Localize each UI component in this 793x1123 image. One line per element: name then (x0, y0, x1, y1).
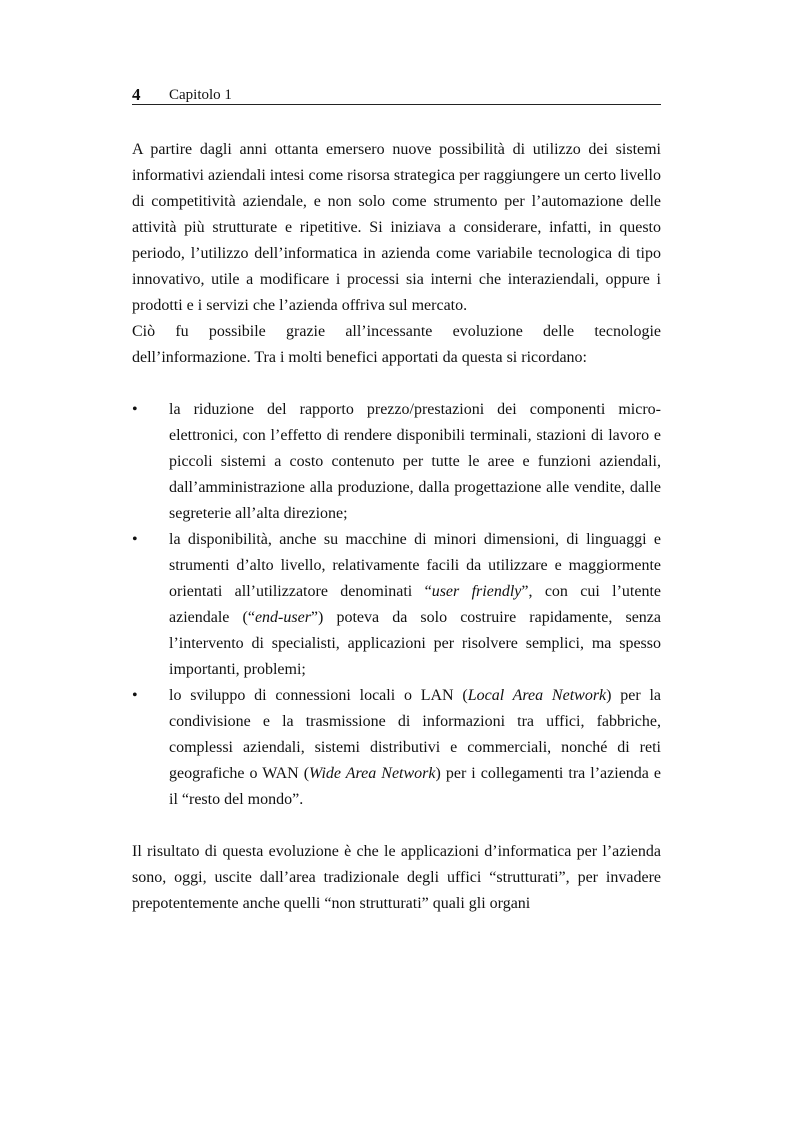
list-item (132, 397, 661, 527)
list-item-text: la disponibilità, anche su macchine di minori dimensioni, di linguaggi e strumenti d’alto livello, relativamente facili da utilizzare e maggiormente orientati all’utilizzatore denominati “user friendly”, con cui l’utente aziendale (“end-user”) poteva da solo costruire rapidamente, senza l’intervento di specialisti, applicazioni per risolvere semplici, ma spesso importanti, problemi; (169, 531, 662, 678)
paragraph-3: Il risultato di questa evoluzione è che le applicazioni d’informatica per l’azienda sono, oggi, uscite dall’area tradizionale degli uffici “strutturati”, per invadere prepotentemente anche quelli “non strutturati” quali gli organi (132, 843, 661, 912)
bullet-list (132, 397, 661, 813)
chapter-title: Capitolo 1 (169, 87, 232, 103)
running-header (132, 84, 661, 105)
body-text (132, 137, 661, 917)
list-item (132, 683, 661, 813)
list-item-text: lo sviluppo di connessioni locali o LAN (Local Area Network) per la condivisione e la trasmissione di informazioni tra uffici, fabbriche, complessi aziendali, sistemi distributivi e commerciali, nonché di reti geografiche o WAN (Wide Area Network) per i collegamenti tra l’azienda e il “resto del mondo”. (169, 687, 662, 808)
paragraph-1: A partire dagli anni ottanta emersero nuove possibilità di utilizzo dei sistemi informativi aziendali intesi come risorsa strategica per raggiungere un certo livello di competitività aziendale, e non solo come strumento per l’automazione delle attività più strutturate e ripetitive. Si iniziava a considerare, infatti, in questo periodo, l’utilizzo dell’informatica in azienda come variabile tecnologica di tipo innovativo, utile a modificare i processi sia interni che interaziendali, oppure i prodotti e i servizi che l’azienda offriva sul mercato. (132, 141, 661, 314)
emphasis: Local Area Network (467, 687, 607, 704)
list-item-text: la riduzione del rapporto prezzo/prestazioni dei componenti micro-elettronici, con l’effetto di rendere disponibili terminali, stazioni di lavoro e piccoli sistemi a costo contenuto per tutte le aree e funzioni aziendali, dall’amministrazione alla produzione, dalla progettazione alle vendite, dalle segreterie all’alta direzione; (169, 401, 661, 522)
emphasis: Wide Area Network (309, 765, 436, 782)
page-number: 4 (132, 85, 141, 104)
emphasis: end-user (254, 609, 311, 626)
bullet-icon: • (132, 531, 138, 548)
list-item (132, 527, 661, 683)
bullet-icon: • (132, 687, 138, 704)
bullet-icon: • (132, 401, 138, 418)
paragraph-2: Ciò fu possibile grazie all’incessante evoluzione delle tecnologie dell’informazione. Tra i molti benefici apportati da questa si ricordano: (132, 323, 661, 366)
spacer (132, 371, 661, 397)
spacer (132, 813, 661, 839)
emphasis: user friendly (431, 583, 522, 600)
